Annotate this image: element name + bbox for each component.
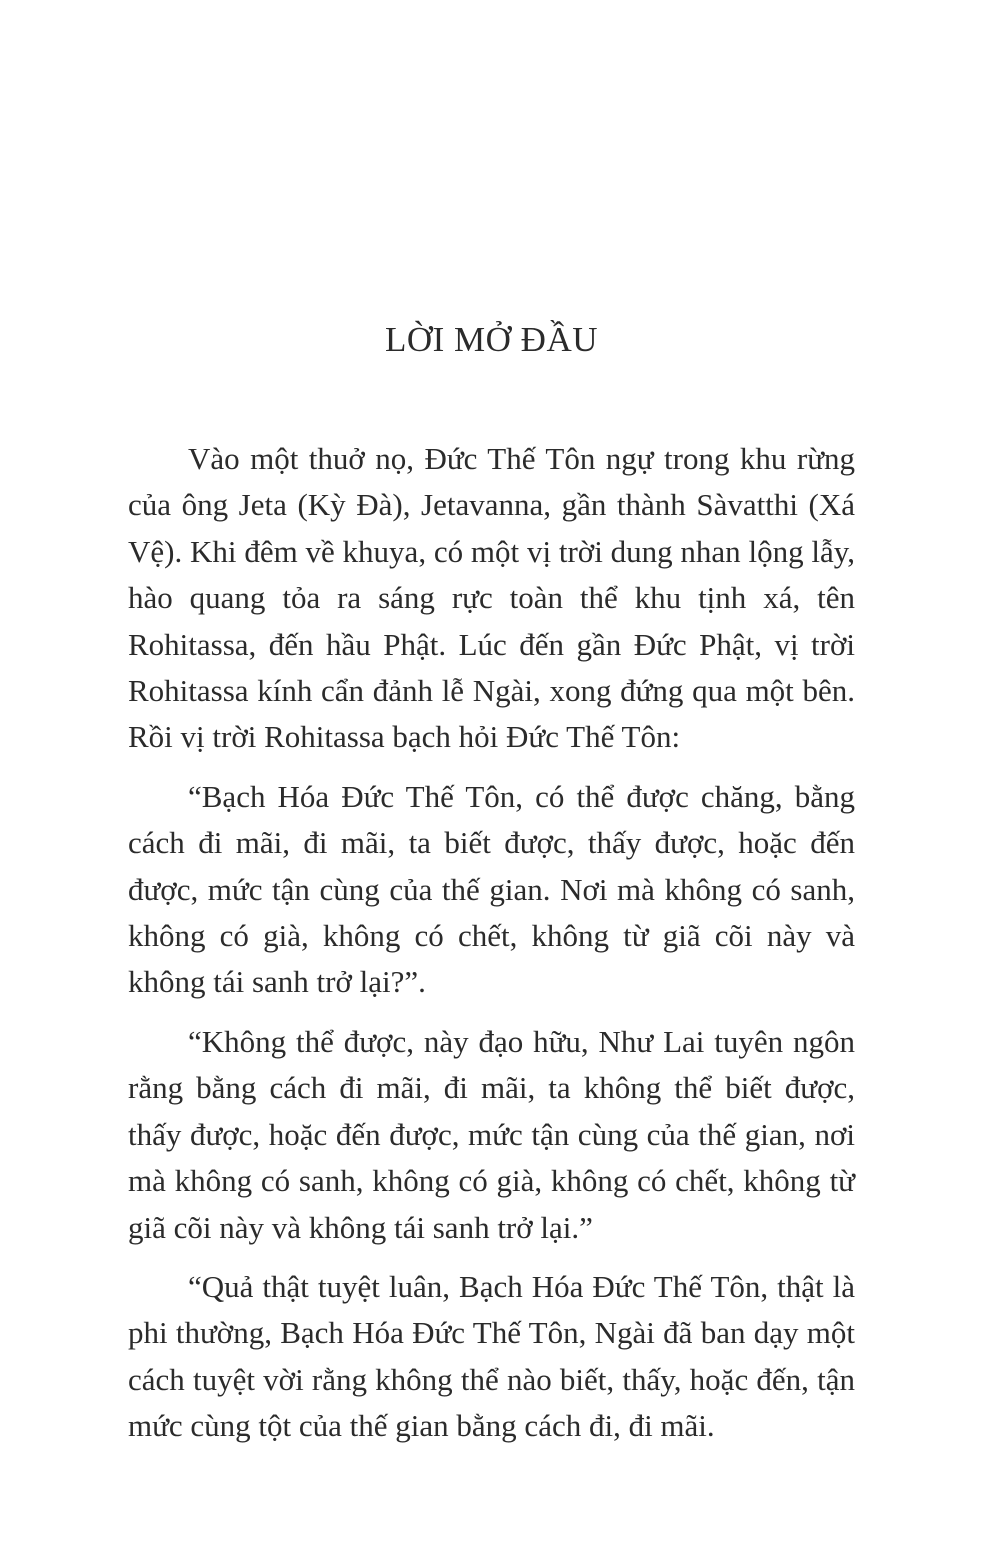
chapter-title: LỜI MỞ ĐẦU <box>384 320 599 359</box>
paragraph-2: “Bạch Hóa Đức Thế Tôn, có thể được chăng, bằng cách đi mãi, đi mãi, ta biết được, thấy được, hoặc đến được, mức tận cùng của thế gian. Nơi mà không có sanh, không có già, không có chết, không từ giã cõi này và không tái sanh trở lại?”. <box>128 778 855 1000</box>
paragraph-1: Vào một thuở nọ, Đức Thế Tôn ngự trong khu rừng của ông Jeta (Kỳ Đà), Jetavanna, gần thành Sàvatthi (Xá Vệ). Khi đêm về khuya, có một vị trời dung nhan lộng lẫy, hào quang tỏa ra sáng rực toàn thể khu tịnh xá, tên Rohitassa, đến hầu Phật. Lúc đến gần Đức Phật, vị trời Rohitassa kính cẩn đảnh lễ Ngài, xong đứng qua một bên. Rồi vị trời Rohitassa bạch hỏi Đức Thế Tôn: <box>128 441 855 755</box>
body-text <box>128 436 855 1463</box>
paragraph-3: “Không thể được, này đạo hữu, Như Lai tuyên ngôn rằng bằng cách đi mãi, đi mãi, ta không thể biết được, thấy được, hoặc đến được, mức tận cùng của thế gian, nơi mà không có sanh, không có già, không có chết, không từ giã cõi này và không tái sanh trở lại.” <box>128 1023 855 1245</box>
paragraph-4: “Quả thật tuyệt luân, Bạch Hóa Đức Thế Tôn, thật là phi thường, Bạch Hóa Đức Thế Tôn, Ngài đã ban dạy một cách tuyệt vời rằng không thể nào biết, thấy, hoặc đến, tận mức cùng tột của thế gian bằng cách đi, đi mãi. <box>128 1268 855 1444</box>
